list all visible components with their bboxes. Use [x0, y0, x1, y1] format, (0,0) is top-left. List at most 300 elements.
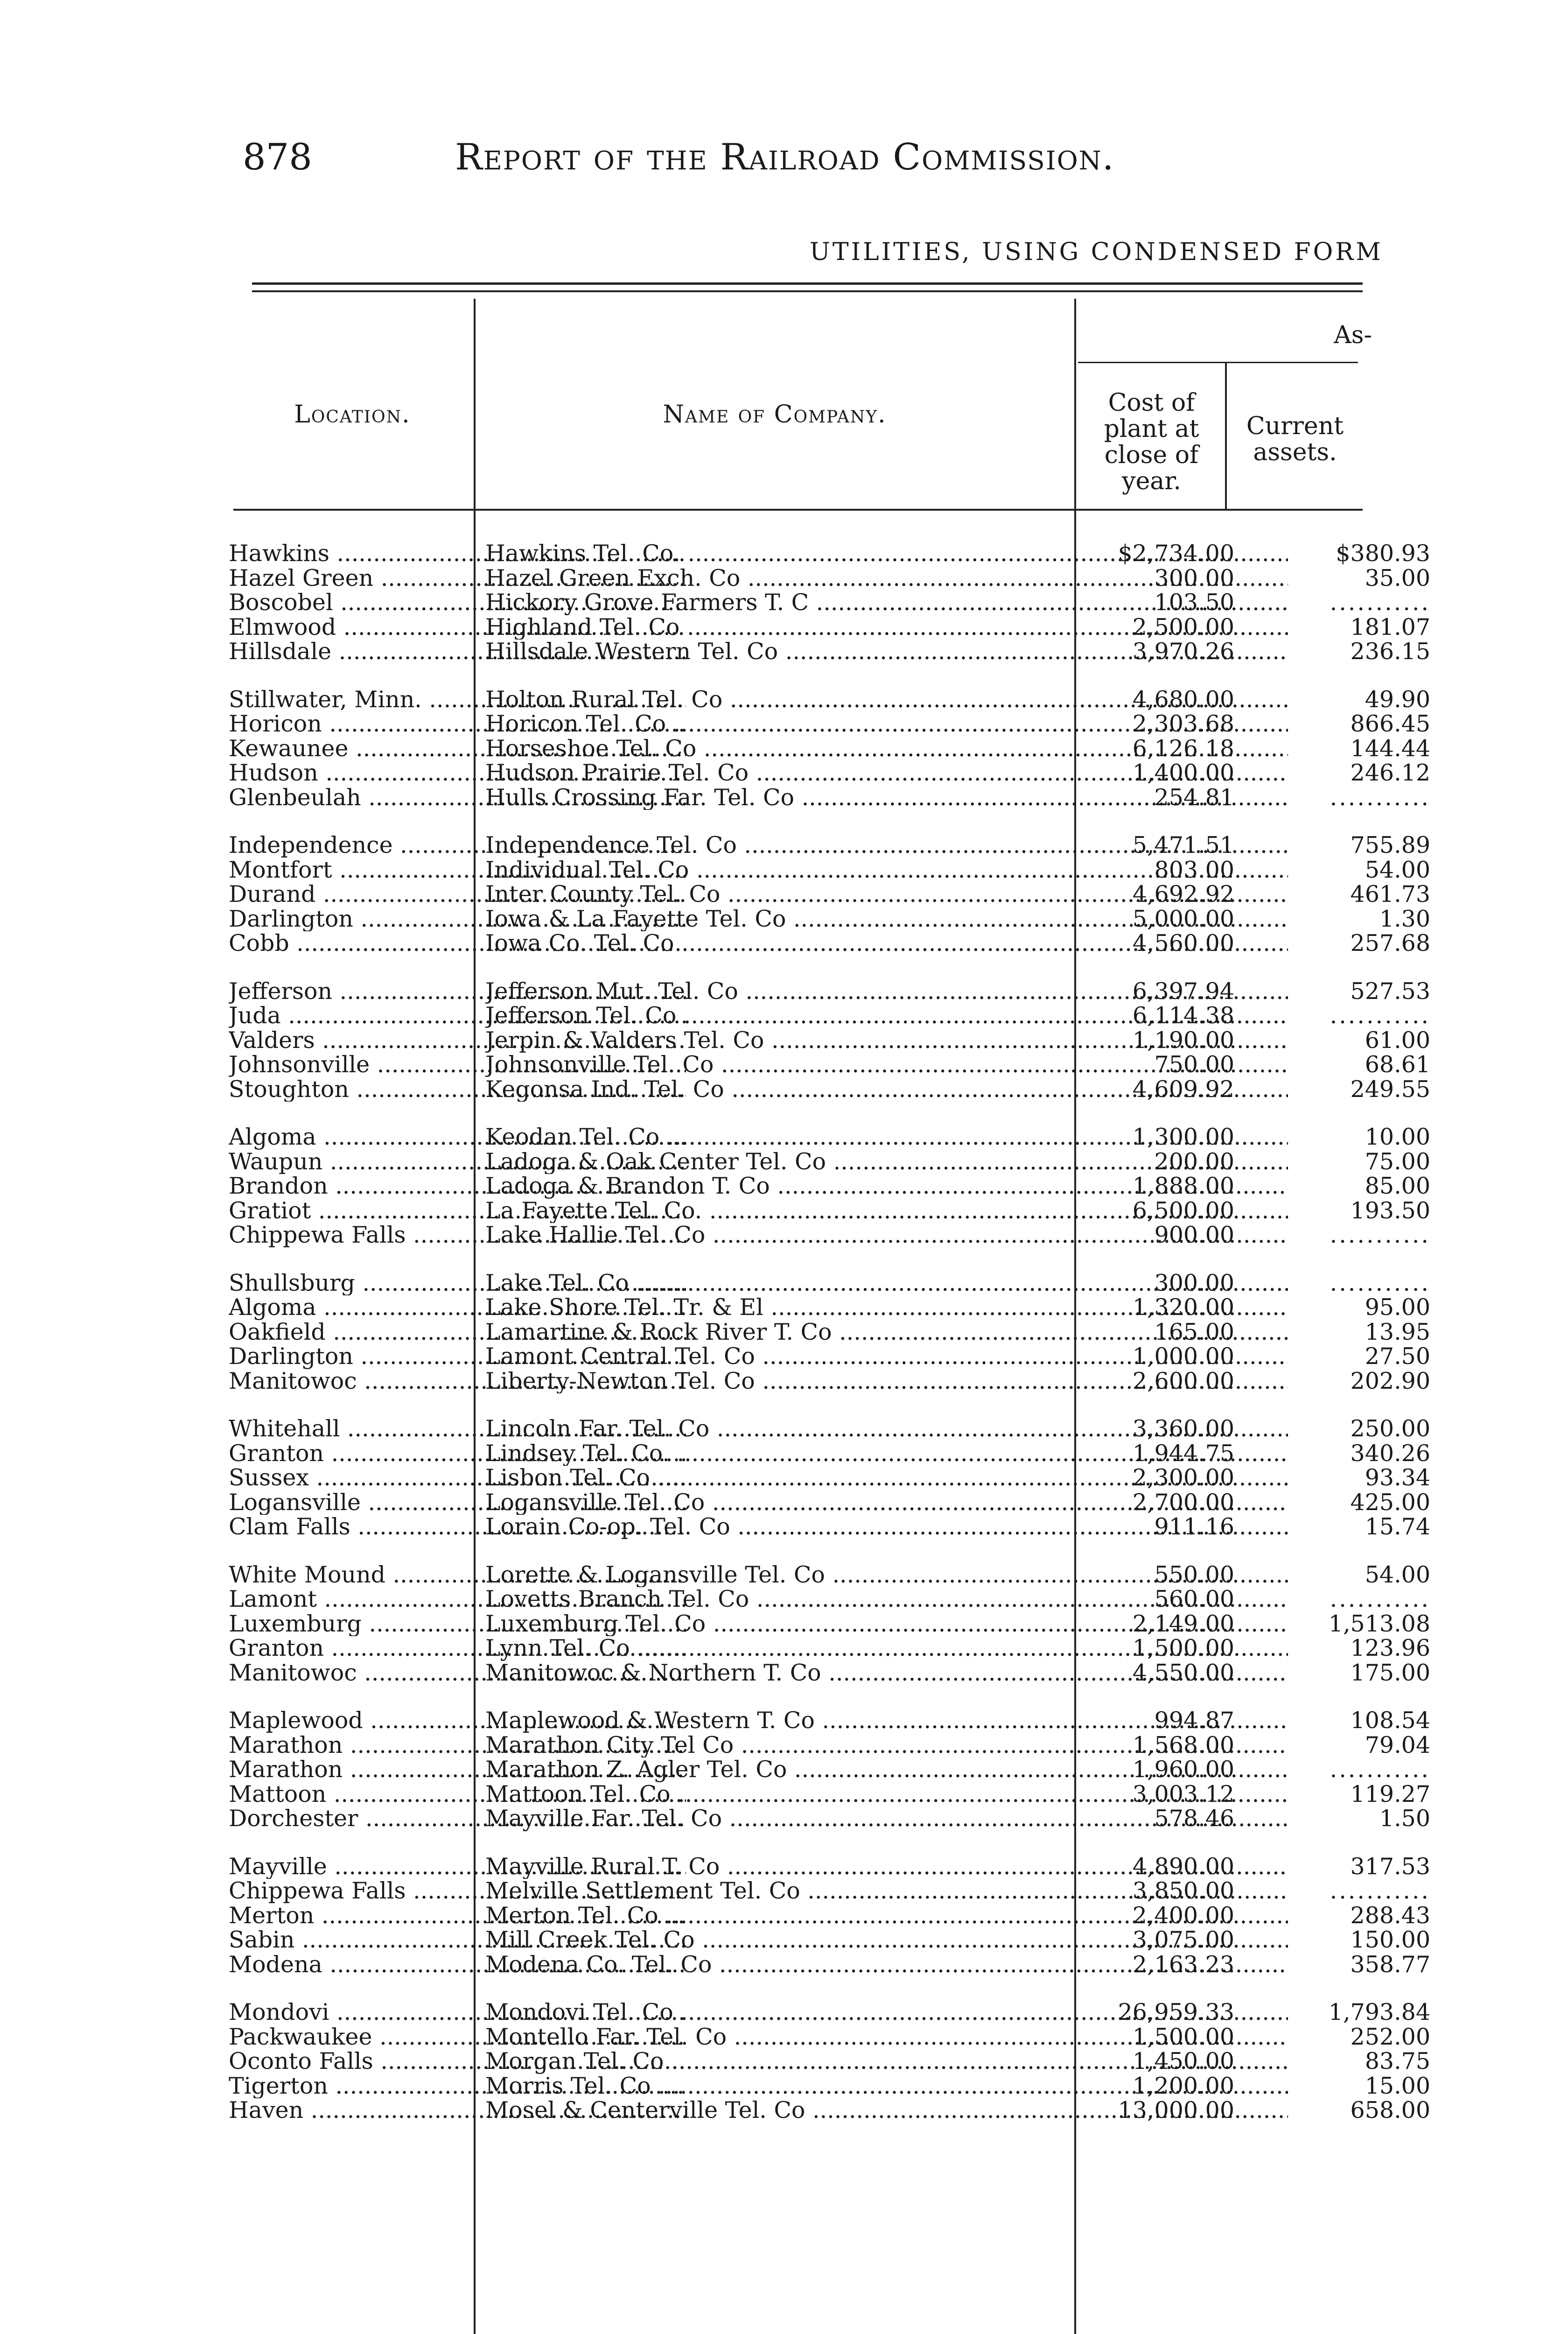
cost-cell: 300.00: [1154, 564, 1234, 591]
location-cell: Modena .....: [229, 1953, 686, 1977]
cost-cell: 2,303.68: [1132, 710, 1234, 737]
table-row: [219, 1026, 1430, 1054]
cost-cell: 803.00: [1154, 856, 1234, 883]
current-assets-cell: 1.50: [1379, 1805, 1430, 1832]
cost-cell: 2,149.00: [1132, 1610, 1234, 1637]
current-assets-cell: 193.50: [1350, 1197, 1430, 1224]
current-assets-cell: 95.00: [1365, 1294, 1430, 1321]
company-cell: Lynn Tel. Co .....: [485, 1636, 1288, 1661]
company-cell: Lamont Central Tel. Co .....: [485, 1344, 1288, 1369]
cost-cell: 1,320.00: [1132, 1294, 1234, 1321]
cost-column-header: Cost of plant at close of year.: [1104, 389, 1199, 495]
table-row: [219, 856, 1430, 883]
location-cell: Logansville .....: [229, 1490, 686, 1515]
company-cell: Ladoga & Brandon T. Co .....: [485, 1174, 1288, 1199]
company-cell: Lake Hallie Tel. Co .....: [485, 1223, 1288, 1248]
company-cell: Marathon Z. Agler Tel. Co .....: [485, 1758, 1288, 1782]
company-cell: Mayville Far. Tel. Co .....: [485, 1807, 1288, 1831]
location-cell: Granton .....: [229, 1636, 686, 1661]
cost-cell: 300.00: [1154, 1269, 1234, 1296]
location-cell: Oakfield .....: [229, 1320, 686, 1345]
table-subtitle: UTILITIES, USING CONDENSED FORM: [810, 238, 1383, 266]
location-cell: Marathon .....: [229, 1758, 686, 1782]
company-cell: Lake Shore Tel. Tr. & El .....: [485, 1295, 1288, 1320]
current-assets-column-header: Current assets.: [1246, 412, 1344, 466]
cost-cell: 3,360.00: [1132, 1415, 1234, 1442]
row-group: [219, 1853, 1430, 1978]
location-cell: Independence .....: [229, 833, 686, 858]
cost-cell: 1,500.00: [1132, 1635, 1234, 1661]
table-row: [219, 2023, 1430, 2050]
table-row: [219, 589, 1430, 616]
location-cell: Clam Falls .....: [229, 1515, 686, 1540]
table-row: [219, 564, 1430, 591]
cost-cell: 26,959.33: [1118, 1999, 1234, 2025]
current-assets-cell: 658.00: [1350, 2097, 1430, 2123]
table-row: [219, 1902, 1430, 1929]
cost-cell: 13,000.00: [1118, 2097, 1234, 2123]
current-assets-cell: 425.00: [1350, 1489, 1430, 1516]
current-assets-cell: 123.96: [1350, 1635, 1430, 1661]
location-cell: Shullsburg .....: [229, 1271, 686, 1296]
cost-cell: 1,000.00: [1132, 1343, 1234, 1370]
current-assets-cell: 257.68: [1350, 930, 1430, 956]
cost-cell: 578.46: [1154, 1805, 1234, 1832]
location-cell: Mayville .....: [229, 1855, 686, 1879]
location-cell: Montfort .....: [229, 858, 686, 883]
cost-cell: 911.16: [1154, 1513, 1234, 1540]
company-cell: Lisbon Tel. Co .....: [485, 1466, 1288, 1490]
current-assets-cell: 85.00: [1365, 1173, 1430, 1199]
company-cell: Hudson Prairie Tel. Co .....: [485, 761, 1288, 786]
table-row: [219, 1951, 1430, 1978]
current-assets-cell: 461.73: [1350, 881, 1430, 907]
location-cell: Hawkins .....: [229, 541, 686, 566]
table-row: [219, 832, 1430, 858]
location-cell: Chippewa Falls .....: [229, 1879, 686, 1904]
current-assets-cell: ...........: [1330, 1756, 1430, 1783]
current-assets-cell: 15.74: [1365, 1513, 1430, 1540]
top-double-rule-1: [252, 282, 1363, 285]
table-row: [219, 1805, 1430, 1832]
cost-cell: 4,692.92: [1132, 881, 1234, 907]
location-cell: Darlington .....: [229, 907, 686, 932]
cost-cell: 165.00: [1154, 1318, 1234, 1345]
location-cell: Tigerton .....: [229, 2074, 686, 2099]
company-cell: Keodan Tel. Co .....: [485, 1125, 1288, 1150]
cost-cell: 4,680.00: [1132, 686, 1234, 713]
table-row: [219, 1464, 1430, 1491]
cost-cell: 1,300.00: [1132, 1124, 1234, 1150]
cost-cell: 1,960.00: [1132, 1756, 1234, 1783]
location-cell: Sabin .....: [229, 1928, 686, 1953]
location-column-header: Location.: [294, 401, 411, 429]
page-title: Report of the Railroad Commission.: [455, 136, 1115, 178]
location-cell: Gratiot .....: [229, 1199, 686, 1223]
location-cell: Juda .....: [229, 1004, 686, 1028]
cost-cell: 3,075.00: [1132, 1926, 1234, 1953]
location-cell: Packwaukee .....: [229, 2025, 686, 2050]
table-row: [219, 881, 1430, 907]
company-column-header: Name of Company.: [663, 401, 887, 429]
company-cell: Lorain Co-op. Tel. Co .....: [485, 1515, 1288, 1540]
location-cell: Horicon .....: [229, 712, 686, 737]
row-group: [219, 1561, 1430, 1686]
location-cell: Johnsonville .....: [229, 1053, 686, 1077]
table-row: [219, 1222, 1430, 1248]
location-cell: Whitehall .....: [229, 1417, 686, 1441]
table-row: [219, 1269, 1430, 1296]
current-assets-cell: ...........: [1330, 1586, 1430, 1612]
company-cell: Lovetts Branch Tel. Co .....: [485, 1587, 1288, 1612]
cost-cell: 6,500.00: [1132, 1197, 1234, 1224]
current-assets-cell: 317.53: [1350, 1853, 1430, 1880]
table-row: [219, 1343, 1430, 1370]
current-assets-cell: ...........: [1330, 1222, 1430, 1248]
current-assets-cell: 755.89: [1350, 832, 1430, 858]
row-group: [219, 1415, 1430, 1540]
company-cell: Hickory Grove Farmers T. C .....: [485, 591, 1288, 615]
table-row: [219, 1926, 1430, 1953]
location-cell: Manitowoc .....: [229, 1369, 686, 1394]
current-assets-cell: 15.00: [1365, 2072, 1430, 2099]
location-cell: Stoughton .....: [229, 1077, 686, 1102]
current-assets-cell: 35.00: [1365, 564, 1430, 591]
cost-cell: 4,560.00: [1132, 930, 1234, 956]
table-row: [219, 1148, 1430, 1175]
page-number: 878: [243, 136, 312, 178]
location-cell: Hazel Green .....: [229, 566, 686, 591]
company-cell: Lamartine & Rock River T. Co .....: [485, 1320, 1288, 1345]
current-assets-cell: 150.00: [1350, 1926, 1430, 1953]
location-cell: Glenbeulah .....: [229, 786, 686, 810]
table-row: [219, 2097, 1430, 2123]
table-row: [219, 1561, 1430, 1588]
company-cell: Horseshoe Tel. Co .....: [485, 737, 1288, 761]
table-row: [219, 540, 1430, 567]
current-assets-cell: 10.00: [1365, 1124, 1430, 1150]
location-cell: Hillsdale .....: [229, 640, 686, 664]
table-row: [219, 638, 1430, 665]
assets-group-rule: [1078, 362, 1358, 363]
table-body: [219, 540, 1430, 2146]
cost-cell: 6,114.38: [1132, 1002, 1234, 1029]
current-assets-cell: 144.44: [1350, 735, 1430, 762]
cost-cell: 5,471.51: [1132, 832, 1234, 858]
current-assets-cell: 93.34: [1365, 1464, 1430, 1491]
company-cell: Mattoon Tel. Co .....: [485, 1782, 1288, 1807]
location-cell: Oconto Falls .....: [229, 2049, 686, 2074]
cost-cell: 4,609.92: [1132, 1076, 1234, 1103]
cost-cell: 2,500.00: [1132, 613, 1234, 640]
current-assets-cell: 1.30: [1379, 905, 1430, 932]
table-row: [219, 613, 1430, 640]
company-cell: Merton Tel. Co .....: [485, 1904, 1288, 1928]
header-bottom-rule: [233, 509, 1363, 511]
cost-cell: 2,300.00: [1132, 1464, 1234, 1491]
location-cell: White Mound .....: [229, 1563, 686, 1588]
company-cell: Inter County Tel. Co .....: [485, 882, 1288, 907]
location-cell: Luxemburg .....: [229, 1612, 686, 1637]
table-row: [219, 1586, 1430, 1612]
cost-cell: 1,500.00: [1132, 2023, 1234, 2050]
current-assets-cell: 1,513.08: [1328, 1610, 1430, 1637]
table-row: [219, 1367, 1430, 1394]
row-group: [219, 1707, 1430, 1832]
location-cell: Haven .....: [229, 2098, 686, 2123]
table-row: [219, 2072, 1430, 2099]
row-group: [219, 1269, 1430, 1394]
company-cell: Hazel Green Exch. Co .....: [485, 566, 1288, 591]
table-row: [219, 1489, 1430, 1516]
location-cell: Mondovi .....: [229, 2000, 686, 2025]
company-cell: Iowa & La Fayette Tel. Co .....: [485, 907, 1288, 932]
current-assets-cell: 83.75: [1365, 2048, 1430, 2074]
table-row: [219, 1635, 1430, 1661]
location-cell: Maplewood .....: [229, 1708, 686, 1733]
current-assets-cell: ...........: [1330, 1002, 1430, 1029]
cost-cell: 2,700.00: [1132, 1489, 1234, 1516]
company-cell: Montello Far. Tel. Co .....: [485, 2025, 1288, 2050]
location-cell: Sussex .....: [229, 1466, 686, 1490]
cost-cell: $2,734.00: [1118, 540, 1234, 567]
company-cell: Lincoln Far. Tel. Co .....: [485, 1417, 1288, 1441]
company-cell: Holton Rural Tel. Co .....: [485, 688, 1288, 712]
table-row: [219, 1002, 1430, 1029]
current-assets-cell: 527.53: [1350, 977, 1430, 1005]
cost-cell: 3,003.12: [1132, 1780, 1234, 1807]
current-assets-cell: 340.26: [1350, 1440, 1430, 1467]
location-cell: Merton .....: [229, 1904, 686, 1928]
current-assets-cell: 108.54: [1350, 1707, 1430, 1734]
cost-cell: 6,126.18: [1132, 735, 1234, 762]
company-cell: La Fayette Tel. Co. .....: [485, 1199, 1288, 1223]
company-cell: Mayville Rural T. Co .....: [485, 1855, 1288, 1879]
row-group: [219, 977, 1430, 1103]
location-cell: Waupun .....: [229, 1150, 686, 1174]
company-cell: Maplewood & Western T. Co .....: [485, 1708, 1288, 1733]
table-row: [219, 1659, 1430, 1686]
company-cell: Luxemburg Tel. Co .....: [485, 1612, 1288, 1637]
location-cell: Chippewa Falls .....: [229, 1223, 686, 1248]
row-group: [219, 686, 1430, 811]
company-cell: Lindsey Tel. Co. .....: [485, 1441, 1288, 1466]
current-assets-cell: 358.77: [1350, 1951, 1430, 1978]
location-cell: Hudson .....: [229, 761, 686, 786]
cost-cell: 254.81: [1154, 784, 1234, 811]
location-cell: Valders .....: [229, 1028, 686, 1053]
current-assets-cell: 79.04: [1365, 1731, 1430, 1758]
table-row: [219, 977, 1430, 1005]
current-assets-cell: 249.55: [1350, 1076, 1430, 1103]
current-assets-cell: 61.00: [1365, 1026, 1430, 1054]
company-cell: Liberty-Newton Tel. Co .....: [485, 1369, 1288, 1394]
table-row: [219, 1076, 1430, 1103]
current-assets-cell: 54.00: [1365, 1561, 1430, 1588]
table-row: [219, 1731, 1430, 1758]
table-row: [219, 710, 1430, 737]
company-cell: Jefferson Tel. Co .....: [485, 1004, 1288, 1028]
cost-cell: 550.00: [1154, 1561, 1234, 1588]
table-row: [219, 735, 1430, 762]
table-row: [219, 1124, 1430, 1150]
current-assets-cell: 175.00: [1350, 1659, 1430, 1686]
current-assets-cell: 288.43: [1350, 1902, 1430, 1929]
current-assets-cell: 246.12: [1350, 759, 1430, 786]
cost-cell: 750.00: [1154, 1051, 1234, 1078]
cost-cell: 2,600.00: [1132, 1367, 1234, 1394]
location-cell: Elmwood .....: [229, 615, 686, 640]
company-cell: Manitowoc & Northern T. Co .....: [485, 1661, 1288, 1686]
current-assets-cell: 68.61: [1365, 1051, 1430, 1078]
cost-cell: 994.87: [1154, 1707, 1234, 1734]
company-cell: Mill Creek Tel. Co .....: [485, 1928, 1288, 1953]
company-cell: Modena Co. Tel. Co .....: [485, 1953, 1288, 1977]
table-row: [219, 784, 1430, 811]
location-cell: Kewaunee .....: [229, 737, 686, 761]
company-cell: Jefferson Mut. Tel. Co .....: [485, 979, 1288, 1004]
company-cell: Mosel & Centerville Tel. Co .....: [485, 2098, 1288, 2123]
table-row: [219, 1197, 1430, 1224]
location-cell: Dorchester .....: [229, 1807, 686, 1831]
cost-cell: 1,944.75: [1132, 1440, 1234, 1467]
table-row: [219, 1173, 1430, 1199]
current-assets-cell: 54.00: [1365, 856, 1430, 883]
cost-cell: 1,190.00: [1132, 1026, 1234, 1054]
current-assets-cell: ...........: [1330, 589, 1430, 616]
company-cell: Iowa Co. Tel. Co .....: [485, 931, 1288, 956]
table-row: [219, 759, 1430, 786]
company-cell: Mondovi Tel. Co .....: [485, 2000, 1288, 2025]
assets-group-header: As-: [1334, 321, 1372, 349]
table-row: [219, 1877, 1430, 1904]
company-cell: Hulls Crossing Far. Tel. Co .....: [485, 786, 1288, 810]
company-cell: Horicon Tel. Co .....: [485, 712, 1288, 737]
company-cell: Marathon City Tel Co .....: [485, 1733, 1288, 1758]
table-row: [219, 1707, 1430, 1734]
current-assets-cell: ...........: [1330, 784, 1430, 811]
cost-cell: 3,970.26: [1132, 638, 1234, 665]
row-group: [219, 1999, 1430, 2123]
top-double-rule-2: [252, 290, 1363, 292]
company-cell: Jerpin & Valders Tel. Co .....: [485, 1028, 1288, 1053]
current-assets-cell: ...........: [1330, 1269, 1430, 1296]
cost-cell: 1,450.00: [1132, 2048, 1234, 2074]
company-cell: Highland Tel. Co .....: [485, 615, 1288, 640]
company-cell: Independence Tel. Co .....: [485, 833, 1288, 858]
current-assets-cell: 75.00: [1365, 1148, 1430, 1175]
cost-cell: 200.00: [1154, 1148, 1234, 1175]
company-cell: Morgan Tel. Co .....: [485, 2049, 1288, 2074]
table-row: [219, 930, 1430, 956]
table-row: [219, 1294, 1430, 1321]
company-cell: Morris Tel. Co .....: [485, 2074, 1288, 2099]
company-cell: Lake Tel. Co .....: [485, 1271, 1288, 1296]
company-cell: Lorette & Logansville Tel. Co .....: [485, 1563, 1288, 1588]
location-cell: Marathon .....: [229, 1733, 686, 1758]
current-assets-cell: 13.95: [1365, 1318, 1430, 1345]
company-cell: Johnsonville Tel. Co .....: [485, 1053, 1288, 1077]
location-cell: Stillwater, Minn. .....: [229, 688, 686, 712]
current-assets-cell: 181.07: [1350, 613, 1430, 640]
row-group: [219, 540, 1430, 665]
location-cell: Granton .....: [229, 1441, 686, 1466]
current-assets-cell: 119.27: [1350, 1780, 1430, 1807]
company-cell: Ladoga & Oak Center Tel. Co .....: [485, 1150, 1288, 1174]
table-row: [219, 1415, 1430, 1442]
table-row: [219, 686, 1430, 713]
company-cell: Kegonsa Ind. Tel. Co .....: [485, 1077, 1288, 1102]
location-cell: Darlington .....: [229, 1344, 686, 1369]
current-assets-cell: 27.50: [1365, 1343, 1430, 1370]
cost-cell: 4,550.00: [1132, 1659, 1234, 1686]
location-cell: Manitowoc .....: [229, 1661, 686, 1686]
location-cell: Algoma .....: [229, 1125, 686, 1150]
company-cell: Melville Settlement Tel. Co .....: [485, 1879, 1288, 1904]
cost-cell: 1,568.00: [1132, 1731, 1234, 1758]
row-group: [219, 832, 1430, 956]
cost-cell: 4,890.00: [1132, 1853, 1234, 1880]
cost-cell: 103.50: [1154, 589, 1234, 616]
current-assets-cell: 866.45: [1350, 710, 1430, 737]
current-assets-cell: 236.15: [1350, 638, 1430, 665]
column-divider-3: [1225, 363, 1227, 509]
cost-cell: 3,850.00: [1132, 1877, 1234, 1904]
table-row: [219, 1051, 1430, 1078]
company-cell: Logansville Tel. Co .....: [485, 1490, 1288, 1515]
table-row: [219, 1853, 1430, 1880]
location-cell: Mattoon .....: [229, 1782, 686, 1807]
cost-cell: 900.00: [1154, 1222, 1234, 1248]
table-row: [219, 2048, 1430, 2074]
table-row: [219, 1780, 1430, 1807]
current-assets-cell: 252.00: [1350, 2023, 1430, 2050]
current-assets-cell: 1,793.84: [1328, 1999, 1430, 2025]
table-row: [219, 905, 1430, 932]
location-cell: Durand .....: [229, 882, 686, 907]
cost-cell: 1,200.00: [1132, 2072, 1234, 2099]
cost-cell: 5,000.00: [1132, 905, 1234, 932]
company-cell: Hawkins Tel. Co. .....: [485, 541, 1288, 566]
location-cell: Lamont .....: [229, 1587, 686, 1612]
cost-cell: 560.00: [1154, 1586, 1234, 1612]
current-assets-cell: $380.93: [1336, 540, 1430, 567]
table-row: [219, 1318, 1430, 1345]
location-cell: Boscobel .....: [229, 591, 686, 615]
cost-cell: 6,397.94: [1132, 977, 1234, 1005]
location-cell: Jefferson .....: [229, 979, 686, 1004]
cost-cell: 1,888.00: [1132, 1173, 1234, 1199]
location-cell: Cobb .....: [229, 931, 686, 956]
table-row: [219, 1440, 1430, 1467]
company-cell: Hillsdale Western Tel. Co .....: [485, 640, 1288, 664]
cost-cell: 1,400.00: [1132, 759, 1234, 786]
location-cell: Algoma .....: [229, 1295, 686, 1320]
cost-cell: 2,163.23: [1132, 1951, 1234, 1978]
company-cell: Individual Tel. Co .....: [485, 858, 1288, 883]
cost-cell: 2,400.00: [1132, 1902, 1234, 1929]
table-row: [219, 1610, 1430, 1637]
current-assets-cell: 202.90: [1350, 1367, 1430, 1394]
row-group: [219, 1124, 1430, 1248]
current-assets-cell: 49.90: [1365, 686, 1430, 713]
table-row: [219, 1999, 1430, 2025]
current-assets-cell: 250.00: [1350, 1415, 1430, 1442]
table-row: [219, 1756, 1430, 1783]
current-assets-cell: ...........: [1330, 1877, 1430, 1904]
table-row: [219, 1513, 1430, 1540]
location-cell: Brandon .....: [229, 1174, 686, 1199]
